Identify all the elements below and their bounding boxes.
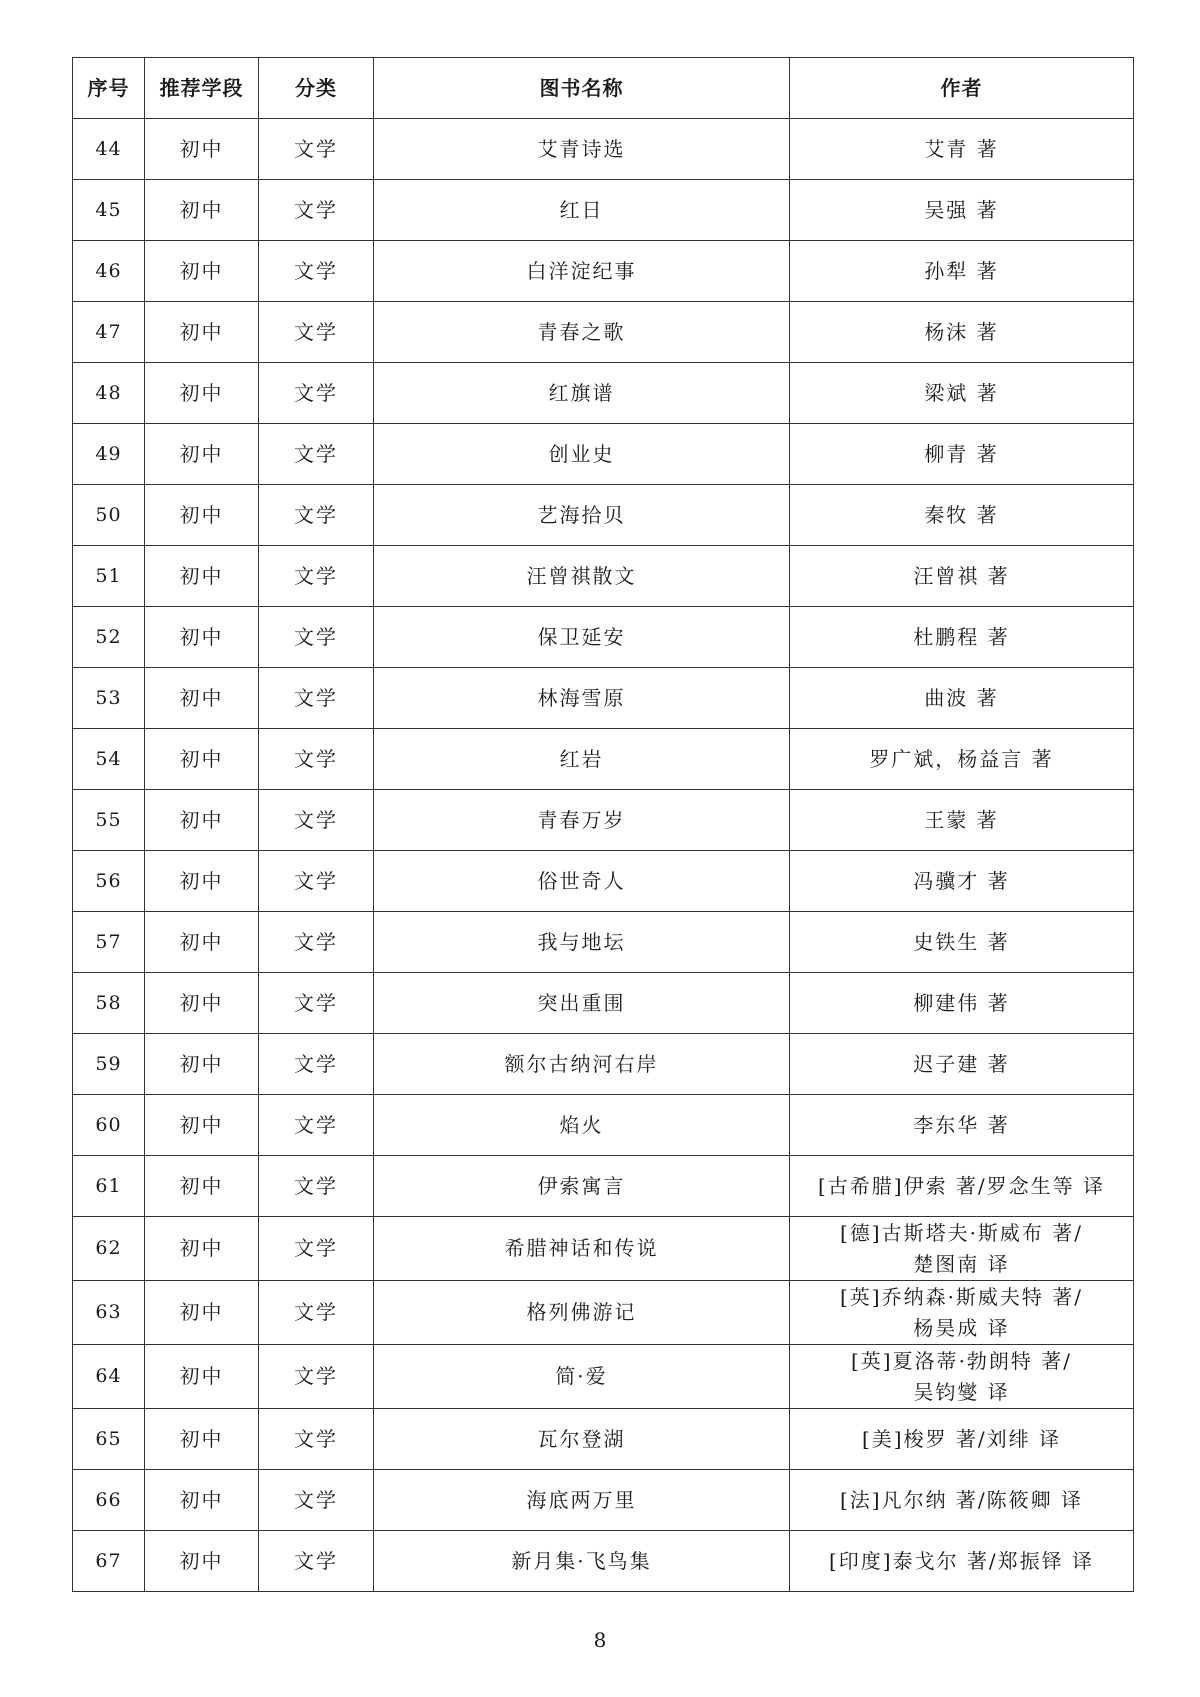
cell-serial-number: 44 [73, 119, 145, 180]
cell-category: 文学 [259, 1409, 374, 1470]
cell-stage: 初中 [145, 546, 259, 607]
table-row [73, 546, 1134, 607]
cell-serial-number: 54 [73, 729, 145, 790]
cell-author: 孙犁 著 [790, 241, 1134, 302]
cell-book-title: 瓦尔登湖 [374, 1409, 790, 1470]
cell-stage: 初中 [145, 1531, 259, 1592]
cell-serial-number: 59 [73, 1034, 145, 1095]
cell-author: [印度]泰戈尔 著/郑振铎 译 [790, 1531, 1134, 1592]
cell-serial-number: 62 [73, 1217, 145, 1281]
page-number: 8 [593, 1628, 607, 1652]
cell-book-title: 希腊神话和传说 [374, 1217, 790, 1281]
cell-author: 冯骥才 著 [790, 851, 1134, 912]
author-line: [英]乔纳森·斯威夫特 著/ [839, 1284, 1084, 1309]
cell-category: 文学 [259, 1217, 374, 1281]
cell-category: 文学 [259, 790, 374, 851]
cell-author: 罗广斌，杨益言 著 [790, 729, 1134, 790]
table-row [73, 1217, 1134, 1281]
cell-book-title: 格列佛游记 [374, 1281, 790, 1345]
cell-stage: 初中 [145, 912, 259, 973]
cell-author [790, 1345, 1134, 1409]
table-row [73, 912, 1134, 973]
cell-serial-number: 64 [73, 1345, 145, 1409]
cell-book-title: 额尔古纳河右岸 [374, 1034, 790, 1095]
cell-stage: 初中 [145, 1156, 259, 1217]
cell-stage: 初中 [145, 302, 259, 363]
cell-book-title: 简·爱 [374, 1345, 790, 1409]
cell-book-title: 伊索寓言 [374, 1156, 790, 1217]
cell-book-title: 艺海拾贝 [374, 485, 790, 546]
table-row [73, 1281, 1134, 1345]
cell-author: 李东华 著 [790, 1095, 1134, 1156]
cell-book-title: 海底两万里 [374, 1470, 790, 1531]
cell-stage: 初中 [145, 1470, 259, 1531]
cell-category: 文学 [259, 1531, 374, 1592]
cell-author: 柳建伟 著 [790, 973, 1134, 1034]
cell-book-title: 创业史 [374, 424, 790, 485]
cell-serial-number: 45 [73, 180, 145, 241]
table-row [73, 424, 1134, 485]
cell-book-title: 白洋淀纪事 [374, 241, 790, 302]
table-row [73, 1531, 1134, 1592]
cell-stage: 初中 [145, 607, 259, 668]
cell-book-title: 林海雪原 [374, 668, 790, 729]
cell-author: 汪曾祺 著 [790, 546, 1134, 607]
cell-category: 文学 [259, 1345, 374, 1409]
cell-book-title: 突出重围 [374, 973, 790, 1034]
cell-stage: 初中 [145, 1345, 259, 1409]
cell-serial-number: 63 [73, 1281, 145, 1345]
table-row [73, 485, 1134, 546]
cell-category: 文学 [259, 1156, 374, 1217]
cell-stage: 初中 [145, 790, 259, 851]
table-row [73, 119, 1134, 180]
cell-author [790, 1281, 1134, 1345]
cell-serial-number: 57 [73, 912, 145, 973]
table-row [73, 973, 1134, 1034]
header-book-title: 图书名称 [374, 58, 790, 119]
table-row [73, 241, 1134, 302]
book-list-table [72, 57, 1134, 1592]
cell-category: 文学 [259, 851, 374, 912]
table-row [73, 607, 1134, 668]
cell-stage: 初中 [145, 1409, 259, 1470]
cell-book-title: 俗世奇人 [374, 851, 790, 912]
header-author: 作者 [790, 58, 1134, 119]
cell-serial-number: 48 [73, 363, 145, 424]
cell-book-title: 青春万岁 [374, 790, 790, 851]
cell-serial-number: 67 [73, 1531, 145, 1592]
cell-book-title: 艾青诗选 [374, 119, 790, 180]
cell-author: 杜鹏程 著 [790, 607, 1134, 668]
cell-author: 艾青 著 [790, 119, 1134, 180]
cell-serial-number: 61 [73, 1156, 145, 1217]
cell-author: 王蒙 著 [790, 790, 1134, 851]
table-row [73, 1156, 1134, 1217]
cell-serial-number: 58 [73, 973, 145, 1034]
cell-category: 文学 [259, 1034, 374, 1095]
cell-category: 文学 [259, 485, 374, 546]
cell-author: 曲波 著 [790, 668, 1134, 729]
cell-stage: 初中 [145, 729, 259, 790]
table-row [73, 363, 1134, 424]
cell-category: 文学 [259, 912, 374, 973]
author-line: [德]古斯塔夫·斯威布 著/ [839, 1220, 1084, 1245]
translator-line: 吴钧燮 译 [913, 1379, 1010, 1404]
cell-stage: 初中 [145, 363, 259, 424]
cell-author: 梁斌 著 [790, 363, 1134, 424]
cell-serial-number: 51 [73, 546, 145, 607]
cell-book-title: 红旗谱 [374, 363, 790, 424]
translator-line: 楚图南 译 [913, 1251, 1010, 1276]
cell-author: [法]凡尔纳 著/陈筱卿 译 [790, 1470, 1134, 1531]
cell-category: 文学 [259, 119, 374, 180]
cell-serial-number: 65 [73, 1409, 145, 1470]
cell-serial-number: 53 [73, 668, 145, 729]
table-row [73, 1034, 1134, 1095]
cell-stage: 初中 [145, 973, 259, 1034]
cell-serial-number: 47 [73, 302, 145, 363]
cell-author: 秦牧 著 [790, 485, 1134, 546]
cell-serial-number: 56 [73, 851, 145, 912]
cell-category: 文学 [259, 668, 374, 729]
cell-book-title: 我与地坛 [374, 912, 790, 973]
cell-author: 迟子建 著 [790, 1034, 1134, 1095]
table-row [73, 1470, 1134, 1531]
table-header-row [73, 58, 1134, 119]
translator-line: 杨昊成 译 [913, 1315, 1010, 1340]
cell-author: 吴强 著 [790, 180, 1134, 241]
cell-category: 文学 [259, 180, 374, 241]
cell-serial-number: 55 [73, 790, 145, 851]
cell-stage: 初中 [145, 1034, 259, 1095]
cell-author: 史铁生 著 [790, 912, 1134, 973]
cell-stage: 初中 [145, 1217, 259, 1281]
cell-category: 文学 [259, 424, 374, 485]
header-serial-number: 序号 [73, 58, 145, 119]
cell-book-title: 新月集·飞鸟集 [374, 1531, 790, 1592]
table-row [73, 1095, 1134, 1156]
cell-stage: 初中 [145, 241, 259, 302]
table-row [73, 1345, 1134, 1409]
cell-serial-number: 66 [73, 1470, 145, 1531]
cell-author: 杨沫 著 [790, 302, 1134, 363]
cell-category: 文学 [259, 302, 374, 363]
cell-book-title: 青春之歌 [374, 302, 790, 363]
cell-book-title: 焰火 [374, 1095, 790, 1156]
table-row [73, 1409, 1134, 1470]
cell-book-title: 红岩 [374, 729, 790, 790]
cell-serial-number: 60 [73, 1095, 145, 1156]
header-recommended-stage: 推荐学段 [145, 58, 259, 119]
table-row [73, 729, 1134, 790]
table-row [73, 790, 1134, 851]
author-line: [英]夏洛蒂·勃朗特 著/ [850, 1348, 1073, 1373]
cell-stage: 初中 [145, 668, 259, 729]
cell-stage: 初中 [145, 119, 259, 180]
cell-category: 文学 [259, 607, 374, 668]
cell-category: 文学 [259, 1095, 374, 1156]
cell-serial-number: 50 [73, 485, 145, 546]
cell-serial-number: 46 [73, 241, 145, 302]
cell-category: 文学 [259, 729, 374, 790]
cell-stage: 初中 [145, 1281, 259, 1345]
cell-author: [美]梭罗 著/刘绯 译 [790, 1409, 1134, 1470]
cell-serial-number: 52 [73, 607, 145, 668]
table-row [73, 851, 1134, 912]
cell-book-title: 红日 [374, 180, 790, 241]
cell-stage: 初中 [145, 424, 259, 485]
header-category: 分类 [259, 58, 374, 119]
cell-book-title: 保卫延安 [374, 607, 790, 668]
table-row [73, 668, 1134, 729]
cell-stage: 初中 [145, 485, 259, 546]
cell-author [790, 1217, 1134, 1281]
cell-stage: 初中 [145, 1095, 259, 1156]
cell-author: 柳青 著 [790, 424, 1134, 485]
cell-stage: 初中 [145, 180, 259, 241]
cell-category: 文学 [259, 1470, 374, 1531]
cell-serial-number: 49 [73, 424, 145, 485]
cell-category: 文学 [259, 546, 374, 607]
cell-category: 文学 [259, 1281, 374, 1345]
table-row [73, 302, 1134, 363]
cell-category: 文学 [259, 973, 374, 1034]
cell-category: 文学 [259, 363, 374, 424]
cell-author: [古希腊]伊索 著/罗念生等 译 [790, 1156, 1134, 1217]
cell-category: 文学 [259, 241, 374, 302]
table-row [73, 180, 1134, 241]
cell-stage: 初中 [145, 851, 259, 912]
cell-book-title: 汪曾祺散文 [374, 546, 790, 607]
